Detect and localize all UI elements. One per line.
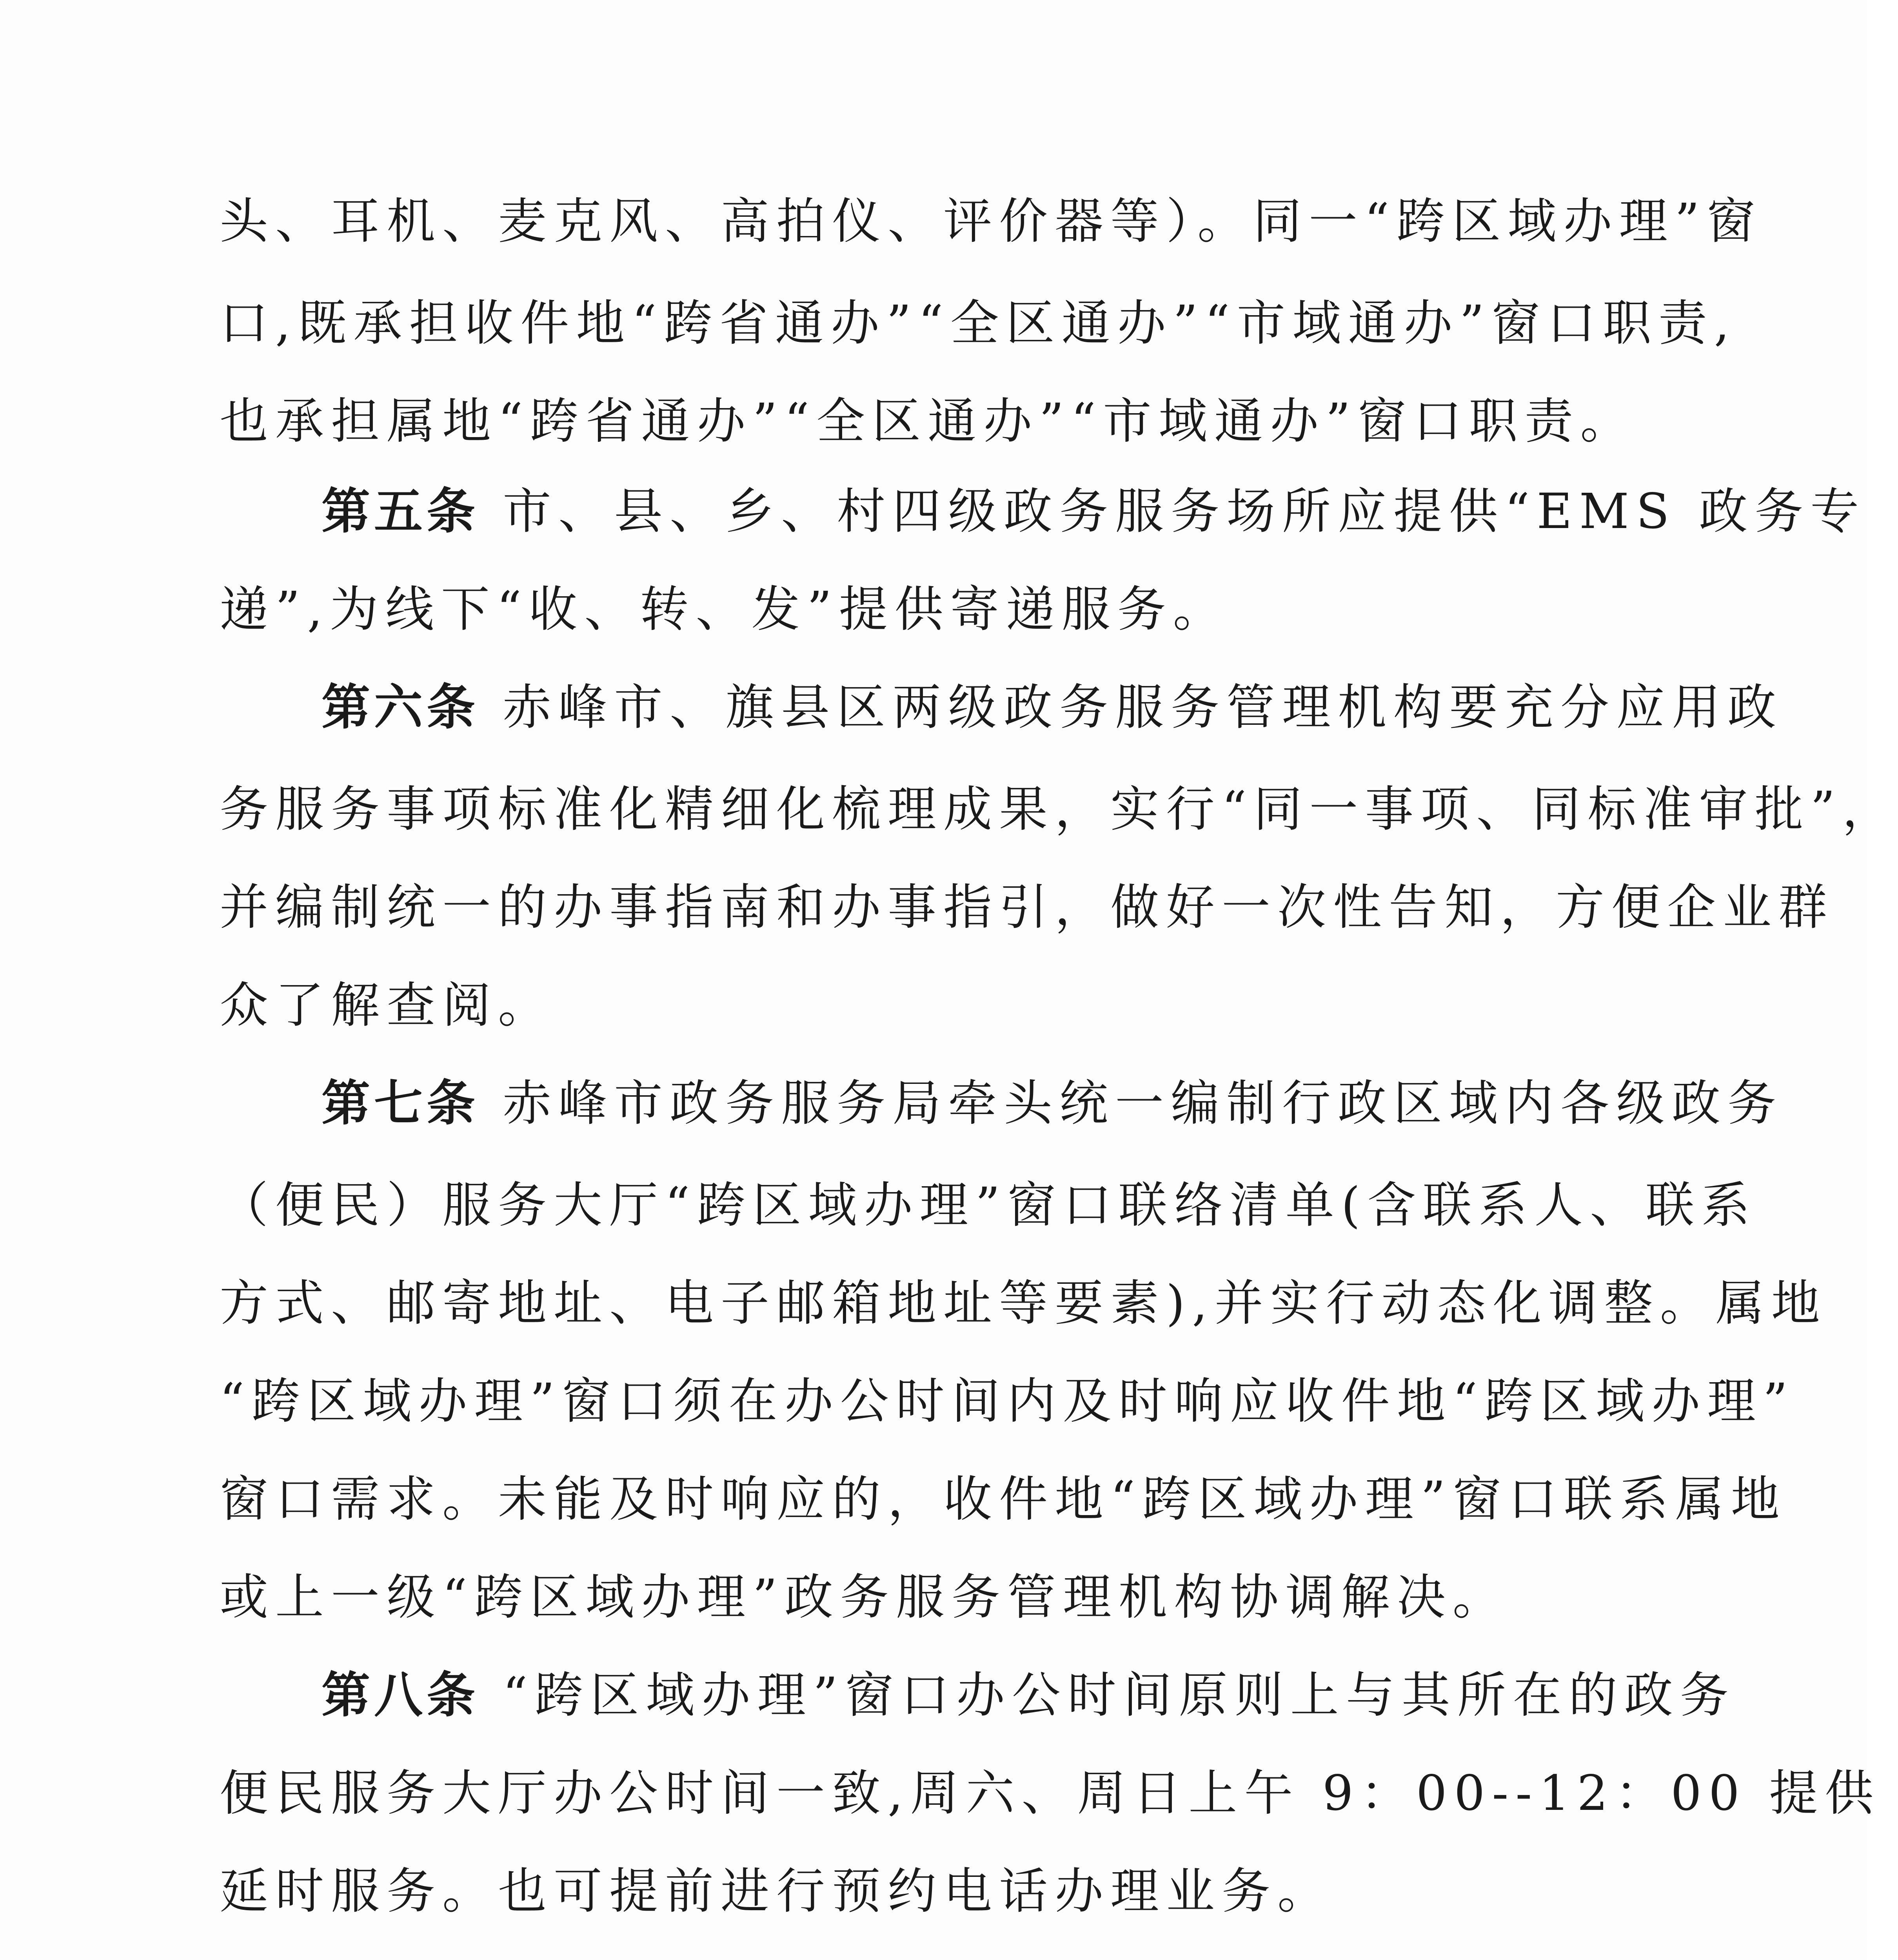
text-line: 或上一级“跨区域办理”政务服务管理机构协调解决。 [220, 1569, 1508, 1626]
text-line: “跨区域办理”窗口须在办公时间内及时响应收件地“跨区域办理” [220, 1373, 1795, 1430]
article-5 [321, 478, 1866, 545]
text-line: 并编制统一的办事指南和办事指引，做好一次性告知，方便企业群 [220, 879, 1834, 936]
text-line: “跨区域办理”窗口办公时间原则上与其所在的政务 [503, 1667, 1736, 1724]
text-line: 窗口需求。未能及时响应的，收件地“跨区域办理”窗口联系属地 [220, 1471, 1787, 1528]
text-line: 务服务事项标准化精细化梳理成果，实行“同一事项、同标准审批”， [220, 781, 1898, 838]
text-line: 头、耳机、麦克风、高拍仪、评价器等）。同一“跨区域办理”窗 [220, 193, 1762, 250]
text-line: 众了解查阅。 [220, 977, 554, 1034]
text-line: 递”,为线下“收、转、发”提供寄递服务。 [220, 581, 1229, 638]
article-label: 第七条 [321, 1075, 479, 1132]
text-line: 赤峰市政务服务局牵头统一编制行政区域内各级政务 [503, 1075, 1784, 1132]
text-line: 也承担属地“跨省通办”“全区通办”“市域通办”窗口职责。 [220, 393, 1636, 450]
text-line: 赤峰市、旗县区两级政务服务管理机构要充分应用政 [503, 679, 1784, 736]
text-line: 市、县、乡、村四级政务服务场所应提供“EMS 政务专 [503, 483, 1866, 540]
text-line: 口,既承担收件地“跨省通办”“全区通办”“市域通办”窗口职责, [220, 295, 1737, 352]
article-7 [321, 1070, 1784, 1137]
text-line: 便民服务大厅办公时间一致,周六、周日上午 9：00--12：00 提供 [220, 1765, 1881, 1822]
article-label: 第五条 [321, 483, 479, 540]
text-line: （便民）服务大厅“跨区域办理”窗口联络清单(含联系人、联系 [220, 1177, 1757, 1234]
article-8 [321, 1662, 1736, 1729]
text-line: 延时服务。也可提前进行预约电话办理业务。 [220, 1863, 1333, 1920]
article-label: 第八条 [321, 1667, 479, 1724]
text-line: 方式、邮寄地址、电子邮箱地址等要素),并实行动态化调整。属地 [220, 1275, 1827, 1332]
article-label: 第六条 [321, 679, 479, 736]
article-6 [321, 674, 1784, 741]
